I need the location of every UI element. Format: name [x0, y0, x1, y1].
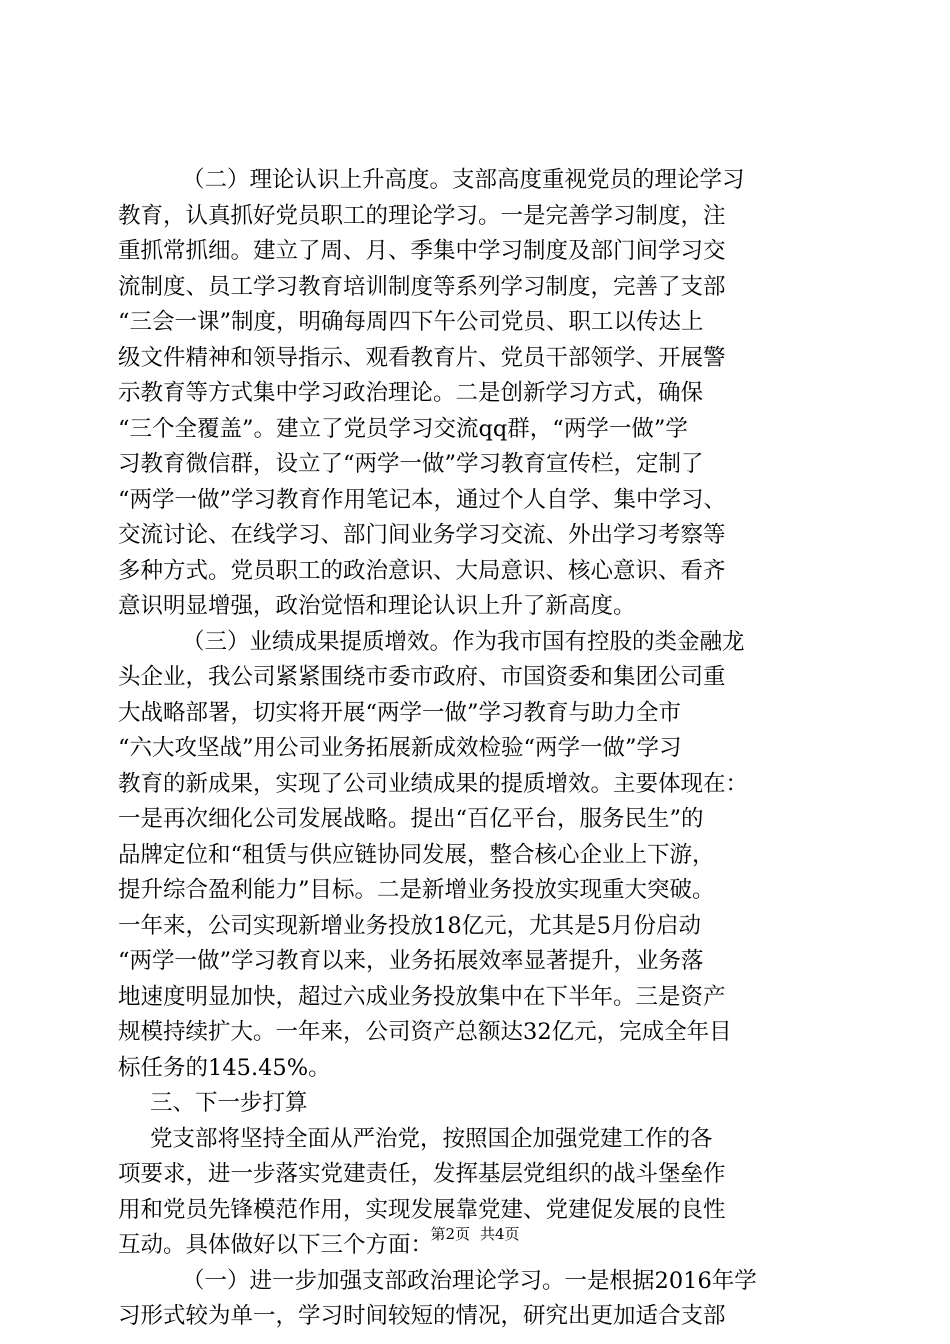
text-line: “六大攻坚战”用公司业务拓展新成效检验“两学一做”学习 [118, 735, 682, 761]
text-line: 规模持续扩大。一年来，公司资产总额达32亿元，完成全年目 [118, 1019, 732, 1045]
paragraph [118, 1086, 834, 1122]
text-line: 三、下一步打算 [150, 1090, 308, 1116]
paragraph [118, 1264, 834, 1335]
page-footer [0, 1224, 950, 1244]
text-line: 一年来，公司实现新增业务投放18亿元，尤其是5月份启动 [118, 912, 701, 939]
text-line: 重抓常抓细。建立了周、月、季集中学习制度及部门间学习交 [118, 238, 726, 264]
text-line: 交流讨论、在线学习、部门间业务学习交流、外出学习考察等 [118, 522, 726, 548]
text-line: 教育的新成果，实现了公司业绩成果的提质增效。主要体现在： [118, 770, 749, 797]
text-line: （二）理论认识上升高度。支部高度重视党员的理论学习 [182, 167, 745, 193]
text-line: 习形式较为单一，学习时间较短的情况，研究出更加适合支部 [118, 1303, 726, 1329]
page-total: 共4页 [480, 1225, 520, 1243]
text-line: 项要求，进一步落实党建责任，发挥基层党组织的战斗堡垒作 [118, 1161, 726, 1187]
text-line: “两学一做”学习教育作用笔记本，通过个人自学、集中学习、 [118, 486, 727, 513]
text-line: 头企业，我公司紧紧围绕市委市政府、市国资委和集团公司重 [118, 664, 726, 690]
text-line: 示教育等方式集中学习政治理论。二是创新学习方式，确保 [118, 380, 704, 406]
text-line: 意识明显增强，政治觉悟和理论认识上升了新高度。 [118, 593, 636, 619]
text-line: 用和党员先锋模范作用，实现发展靠党建、党建促发展的良性 [118, 1196, 726, 1223]
text-line: 习教育微信群，设立了“两学一做”学习教育宣传栏，定制了 [118, 451, 704, 477]
text-line: 多种方式。党员职工的政治意识、大局意识、核心意识、看齐 [118, 557, 726, 584]
text-line: 级文件精神和领导指示、观看教育片、党员干部领学、开展警 [118, 344, 726, 371]
text-line: 品牌定位和“租赁与供应链协同发展，整合核心企业上下游， [118, 841, 715, 868]
page-number: 第2页 [430, 1225, 470, 1243]
text-line: 大战略部署，切实将开展“两学一做”学习教育与助力全市 [118, 699, 682, 726]
text-line: “两学一做”学习教育以来，业务拓展效率显著提升，业务落 [118, 948, 704, 974]
document-body [118, 163, 834, 1335]
text-line: （一）进一步加强支部政治理论学习。一是根据2016年学 [182, 1267, 757, 1294]
text-line: 提升综合盈利能力”目标。二是新增业务投放实现重大突破。 [118, 877, 715, 903]
text-line: 互动。具体做好以下三个方面： [118, 1232, 434, 1258]
text-line: 地速度明显加快，超过六成业务投放集中在下半年。三是资产 [118, 983, 726, 1010]
text-line: 标任务的145.45%。 [118, 1054, 331, 1081]
text-line: （三）业绩成果提质增效。作为我市国有控股的类金融龙 [182, 628, 745, 655]
text-line: 流制度、员工学习教育培训制度等系列学习制度，完善了支部 [118, 273, 726, 300]
paragraph [118, 163, 834, 625]
text-line: 教育，认真抓好党员职工的理论学习。一是完善学习制度，注 [118, 202, 726, 229]
text-line: “三会一课”制度，明确每周四下午公司党员、职工以传达上 [118, 309, 704, 335]
text-line: 一是再次细化公司发展战略。提出“百亿平台，服务民生”的 [118, 806, 704, 832]
paragraph [118, 625, 834, 1087]
text-line: “三个全覆盖”。建立了党员学习交流qq群，“两学一做”学 [118, 415, 688, 442]
text-line: 党支部将坚持全面从严治党，按照国企加强党建工作的各 [150, 1125, 713, 1152]
